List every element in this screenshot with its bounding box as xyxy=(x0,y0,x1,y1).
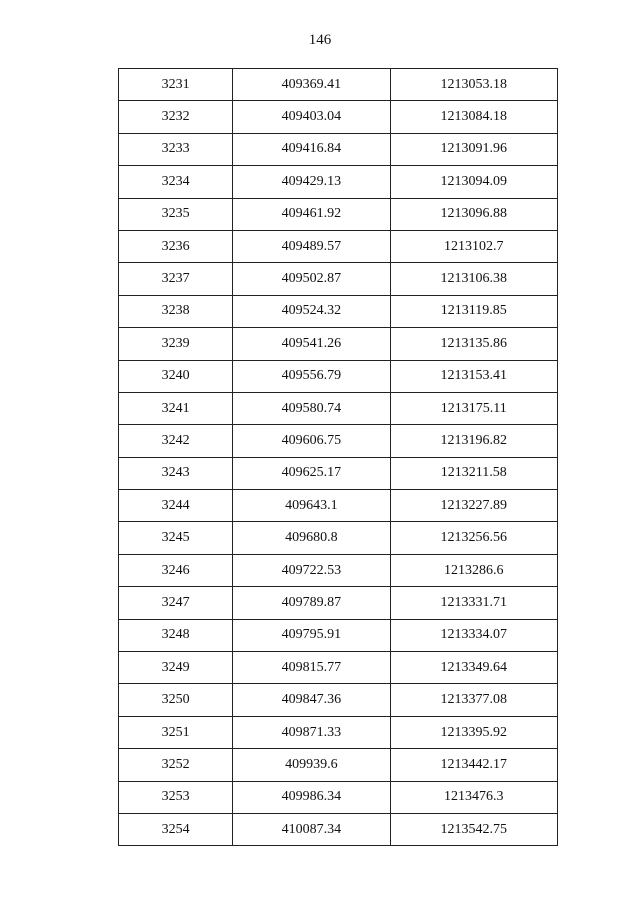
page-number: 146 xyxy=(308,32,332,48)
point-id-cell: 3244 xyxy=(119,490,233,522)
table-row xyxy=(119,554,558,586)
point-id-cell: 3249 xyxy=(119,652,233,684)
point-id-cell: 3235 xyxy=(119,198,233,230)
x-coordinate-cell: 409847.36 xyxy=(233,684,390,716)
coordinate-table xyxy=(118,68,558,846)
point-id-cell: 3236 xyxy=(119,230,233,262)
point-id-cell: 3232 xyxy=(119,101,233,133)
y-coordinate-cell: 1213211.58 xyxy=(390,457,557,489)
table-row xyxy=(119,619,558,651)
table-row xyxy=(119,263,558,295)
table-row xyxy=(119,457,558,489)
x-coordinate-cell: 409403.04 xyxy=(233,101,390,133)
y-coordinate-cell: 1213286.6 xyxy=(390,554,557,586)
table-row xyxy=(119,813,558,845)
x-coordinate-cell: 409815.77 xyxy=(233,652,390,684)
point-id-cell: 3239 xyxy=(119,328,233,360)
x-coordinate-cell: 409722.53 xyxy=(233,554,390,586)
y-coordinate-cell: 1213377.08 xyxy=(390,684,557,716)
point-id-cell: 3246 xyxy=(119,554,233,586)
y-coordinate-cell: 1213096.88 xyxy=(390,198,557,230)
table-row xyxy=(119,587,558,619)
x-coordinate-cell: 409502.87 xyxy=(233,263,390,295)
point-id-cell: 3253 xyxy=(119,781,233,813)
x-coordinate-cell: 409580.74 xyxy=(233,392,390,424)
table-row xyxy=(119,295,558,327)
table-row xyxy=(119,749,558,781)
x-coordinate-cell: 410087.34 xyxy=(233,813,390,845)
y-coordinate-cell: 1213175.11 xyxy=(390,392,557,424)
y-coordinate-cell: 1213542.75 xyxy=(390,813,557,845)
point-id-cell: 3234 xyxy=(119,166,233,198)
point-id-cell: 3241 xyxy=(119,392,233,424)
y-coordinate-cell: 1213084.18 xyxy=(390,101,557,133)
table-row xyxy=(119,133,558,165)
point-id-cell: 3237 xyxy=(119,263,233,295)
y-coordinate-cell: 1213091.96 xyxy=(390,133,557,165)
table-row xyxy=(119,684,558,716)
point-id-cell: 3231 xyxy=(119,69,233,101)
y-coordinate-cell: 1213349.64 xyxy=(390,652,557,684)
x-coordinate-cell: 409541.26 xyxy=(233,328,390,360)
y-coordinate-cell: 1213442.17 xyxy=(390,749,557,781)
y-coordinate-cell: 1213256.56 xyxy=(390,522,557,554)
point-id-cell: 3250 xyxy=(119,684,233,716)
table-row xyxy=(119,652,558,684)
y-coordinate-cell: 1213395.92 xyxy=(390,716,557,748)
table-row xyxy=(119,716,558,748)
y-coordinate-cell: 1213106.38 xyxy=(390,263,557,295)
y-coordinate-cell: 1213102.7 xyxy=(390,230,557,262)
x-coordinate-cell: 409416.84 xyxy=(233,133,390,165)
y-coordinate-cell: 1213053.18 xyxy=(390,69,557,101)
y-coordinate-cell: 1213476.3 xyxy=(390,781,557,813)
y-coordinate-cell: 1213119.85 xyxy=(390,295,557,327)
point-id-cell: 3251 xyxy=(119,716,233,748)
point-id-cell: 3248 xyxy=(119,619,233,651)
y-coordinate-cell: 1213153.41 xyxy=(390,360,557,392)
x-coordinate-cell: 409789.87 xyxy=(233,587,390,619)
point-id-cell: 3245 xyxy=(119,522,233,554)
x-coordinate-cell: 409461.92 xyxy=(233,198,390,230)
y-coordinate-cell: 1213135.86 xyxy=(390,328,557,360)
table-row xyxy=(119,425,558,457)
point-id-cell: 3254 xyxy=(119,813,233,845)
y-coordinate-cell: 1213334.07 xyxy=(390,619,557,651)
table-row xyxy=(119,198,558,230)
table-row xyxy=(119,490,558,522)
point-id-cell: 3252 xyxy=(119,749,233,781)
y-coordinate-cell: 1213331.71 xyxy=(390,587,557,619)
point-id-cell: 3242 xyxy=(119,425,233,457)
x-coordinate-cell: 409489.57 xyxy=(233,230,390,262)
y-coordinate-cell: 1213227.89 xyxy=(390,490,557,522)
point-id-cell: 3247 xyxy=(119,587,233,619)
table-row xyxy=(119,101,558,133)
table-row xyxy=(119,328,558,360)
x-coordinate-cell: 409429.13 xyxy=(233,166,390,198)
x-coordinate-cell: 409556.79 xyxy=(233,360,390,392)
point-id-cell: 3240 xyxy=(119,360,233,392)
x-coordinate-cell: 409524.32 xyxy=(233,295,390,327)
table-row xyxy=(119,230,558,262)
table-row xyxy=(119,360,558,392)
table-row xyxy=(119,392,558,424)
x-coordinate-cell: 409625.17 xyxy=(233,457,390,489)
x-coordinate-cell: 409680.8 xyxy=(233,522,390,554)
x-coordinate-cell: 409871.33 xyxy=(233,716,390,748)
x-coordinate-cell: 409606.75 xyxy=(233,425,390,457)
x-coordinate-cell: 409643.1 xyxy=(233,490,390,522)
table-row xyxy=(119,69,558,101)
x-coordinate-cell: 409795.91 xyxy=(233,619,390,651)
table-row xyxy=(119,522,558,554)
x-coordinate-cell: 409939.6 xyxy=(233,749,390,781)
table-row xyxy=(119,781,558,813)
y-coordinate-cell: 1213094.09 xyxy=(390,166,557,198)
x-coordinate-cell: 409986.34 xyxy=(233,781,390,813)
table-body xyxy=(119,69,558,846)
y-coordinate-cell: 1213196.82 xyxy=(390,425,557,457)
point-id-cell: 3233 xyxy=(119,133,233,165)
point-id-cell: 3238 xyxy=(119,295,233,327)
table-row xyxy=(119,166,558,198)
point-id-cell: 3243 xyxy=(119,457,233,489)
x-coordinate-cell: 409369.41 xyxy=(233,69,390,101)
